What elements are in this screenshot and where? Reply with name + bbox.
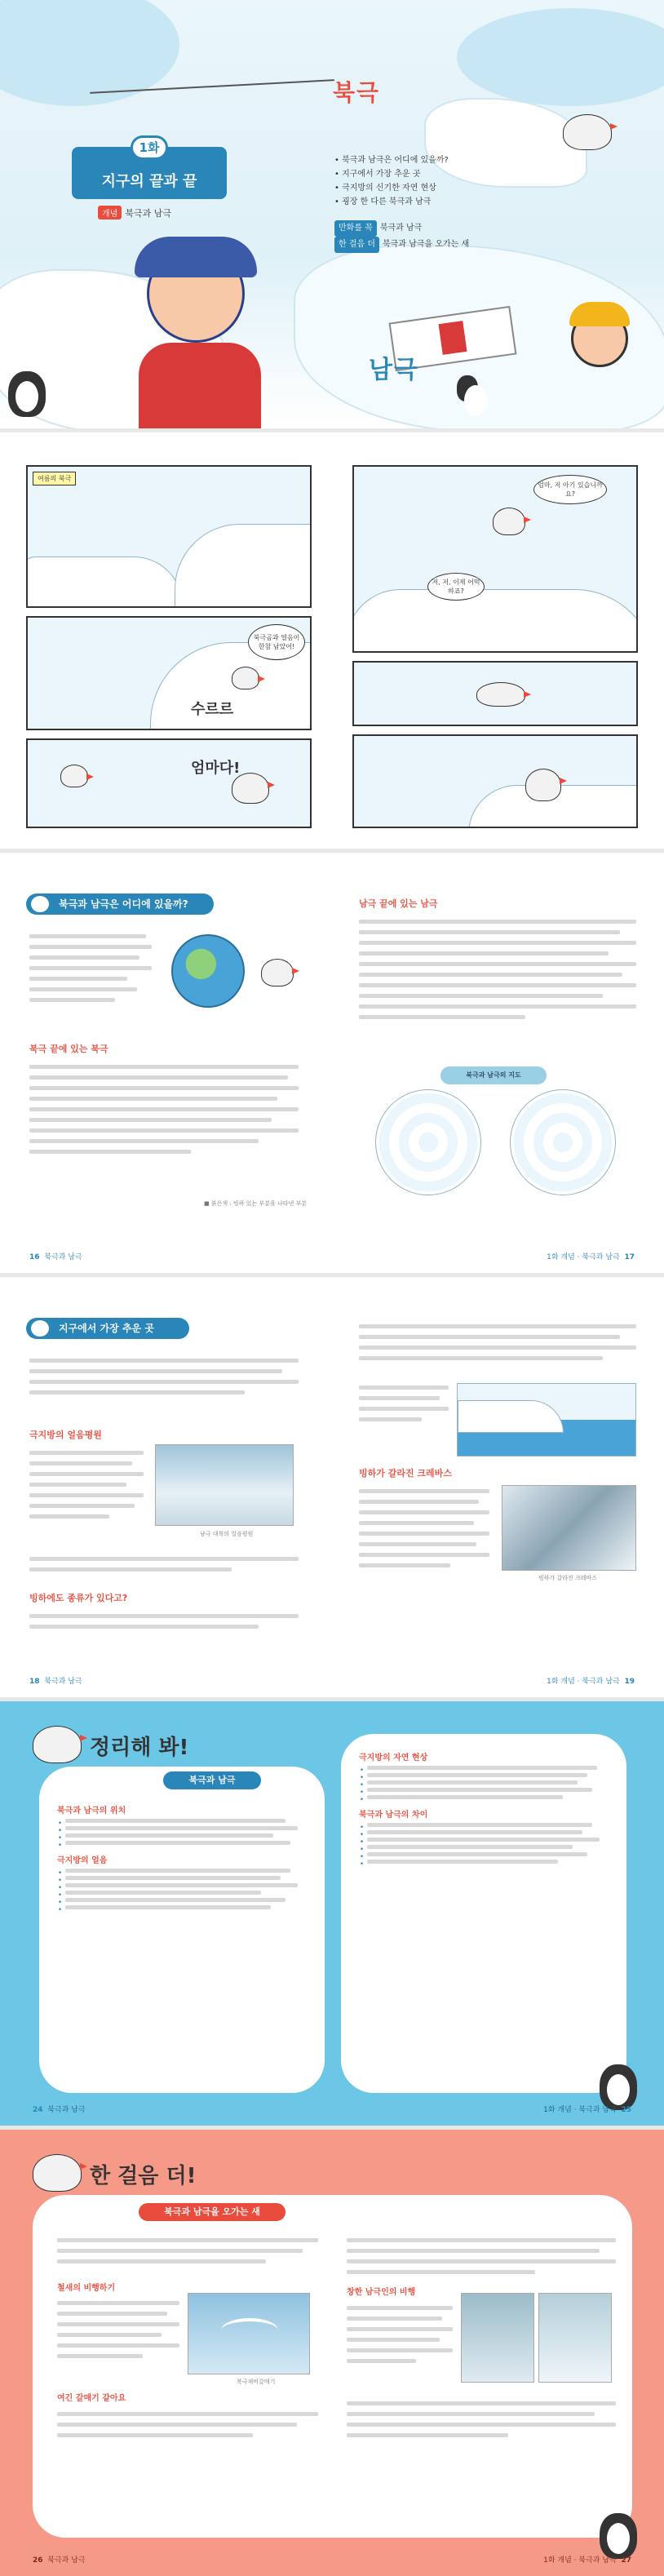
subheading: 빙하가 갈라진 크레바스 bbox=[359, 1468, 452, 1479]
bird-icon bbox=[525, 769, 561, 801]
page-footer: 1화 개념 · 북극과 남극 19 bbox=[547, 1678, 635, 1686]
glacier-shape bbox=[458, 1400, 564, 1433]
ice-floe bbox=[424, 98, 587, 188]
figure-caption: 빙하가 갈라진 크레바스 bbox=[538, 1575, 598, 1581]
cover-refs bbox=[334, 220, 469, 253]
ref-row: 한 걸음 더 북극과 남극을 오가는 새 bbox=[334, 237, 469, 253]
body-text bbox=[359, 1379, 449, 1444]
summary-list bbox=[359, 1766, 612, 1799]
summary-list bbox=[57, 1819, 310, 1845]
panel-caption: 여름의 북극 bbox=[33, 472, 76, 485]
bird-icon bbox=[261, 959, 294, 987]
figure-caption: ■ 붉은색 : 빙하 있는 부분을 나타낸 부분 bbox=[204, 1200, 307, 1207]
body-text bbox=[29, 1444, 144, 1550]
page-footer: 1화 개념 · 북극과 남극 17 bbox=[547, 1253, 635, 1261]
list-item: • 지구에서 가장 추운 곳 bbox=[334, 170, 421, 179]
body-text bbox=[57, 2294, 179, 2384]
body-text bbox=[347, 2232, 616, 2281]
more-spread bbox=[0, 2130, 664, 2576]
ref-row: 만화를 꼭 북극과 남극 bbox=[334, 220, 469, 237]
bird-icon bbox=[493, 508, 525, 535]
summary-list bbox=[57, 1869, 310, 1909]
subheading: 철새의 비행하기 bbox=[57, 2284, 116, 2293]
body-text bbox=[57, 2232, 318, 2277]
page-footer: 26 북극과 남극 bbox=[33, 2556, 86, 2565]
body-text bbox=[359, 1318, 636, 1375]
section-heading: 지구에서 가장 추운 곳 bbox=[26, 1318, 189, 1339]
comic-panel bbox=[26, 738, 312, 828]
summary-pill: 북극과 남극 bbox=[163, 1771, 261, 1789]
sound-effect: 엄마다! bbox=[191, 760, 241, 777]
body-text bbox=[57, 2405, 318, 2454]
south-pole-label: 남극 bbox=[369, 356, 419, 384]
speech-bubble: 엄마, 저 아기 있습니까요? bbox=[533, 475, 607, 504]
tern-photo bbox=[188, 2293, 310, 2374]
page-footer: 1화 개념 · 북극과 남극 25 bbox=[543, 2106, 631, 2114]
comic-panel bbox=[352, 661, 638, 726]
text-spread-16-17 bbox=[0, 853, 664, 1273]
summary-left-content bbox=[57, 1795, 310, 1913]
summary-heading: 극지방의 자연 현상 bbox=[359, 1754, 428, 1762]
bird-icon bbox=[33, 1726, 82, 1763]
body-text bbox=[29, 1058, 299, 1189]
bird-icon bbox=[476, 682, 525, 707]
sound-effect: 수르르 bbox=[191, 701, 234, 718]
comic-panel bbox=[26, 465, 312, 608]
penguin-icon bbox=[457, 375, 478, 401]
more-pill: 북극과 남극을 오가는 새 bbox=[139, 2203, 286, 2221]
subheading: 극지방의 얼음평원 bbox=[29, 1430, 102, 1440]
bird-photo bbox=[538, 2293, 612, 2383]
north-pole-label: 북극 bbox=[333, 79, 381, 106]
section-heading: 북극과 남극은 어디에 있을까? bbox=[26, 893, 214, 915]
penguin-icon bbox=[600, 2513, 637, 2559]
map-caption: 북극과 남극의 지도 bbox=[440, 1066, 547, 1084]
cover-bullet-list bbox=[334, 153, 449, 209]
south-pole-map bbox=[510, 1089, 616, 1195]
text-spread-18-19 bbox=[0, 1277, 664, 1697]
list-item: • 북극과 남극은 어디에 있을까? bbox=[334, 156, 449, 165]
subheading: 빙하에도 종류가 있다고? bbox=[29, 1593, 128, 1603]
cover-keyword bbox=[98, 206, 171, 219]
station-building-red bbox=[439, 321, 467, 355]
subheading: 여긴 갈매기 같아요 bbox=[57, 2394, 126, 2403]
bird-photo bbox=[461, 2293, 534, 2383]
cover-title: 지구의 끝과 끝 bbox=[101, 173, 197, 190]
body-text bbox=[29, 1352, 299, 1417]
body-text bbox=[359, 913, 636, 1052]
bird-icon bbox=[232, 667, 259, 689]
speech-bubble: 저, 저, 이제 어떡하죠? bbox=[427, 573, 485, 601]
bird-icon bbox=[563, 114, 612, 150]
comic-spread bbox=[0, 432, 664, 849]
bird-wing-shape bbox=[221, 2318, 278, 2343]
page-footer: 1화 개념 · 북극과 남극 27 bbox=[543, 2556, 631, 2565]
bird-icon bbox=[33, 2154, 82, 2192]
helmet-shape bbox=[569, 302, 630, 326]
comic-panel bbox=[352, 734, 638, 828]
summary-list bbox=[359, 1823, 612, 1864]
page-footer: 18 북극과 남극 bbox=[29, 1678, 82, 1686]
snow-hill bbox=[352, 589, 638, 653]
cover-spread bbox=[0, 0, 664, 428]
body-text bbox=[347, 2299, 453, 2389]
subheading: 창한 남극인의 비행 bbox=[347, 2288, 416, 2297]
episode-badge: 1화 bbox=[131, 135, 168, 160]
figure-caption: 남극 대륙의 얼음평원 bbox=[200, 1531, 254, 1537]
speech-bubble: 북극곰과 얼음이 한참 남았어! bbox=[248, 624, 305, 660]
glacier-diagram bbox=[457, 1383, 636, 1456]
jacket-shape bbox=[139, 343, 261, 428]
ice-plain-photo bbox=[155, 1444, 294, 1526]
list-item: • 굉장 한 다른 북극과 남극 bbox=[334, 197, 432, 206]
keyword-tag: 개념 bbox=[98, 206, 122, 219]
subheading: 남극 끝에 있는 남극 bbox=[359, 898, 438, 909]
bird-icon bbox=[60, 765, 88, 787]
summary-title: 정리해 봐! bbox=[90, 1736, 189, 1760]
subheading: 북극 끝에 있는 북극 bbox=[29, 1044, 108, 1054]
comic-panel bbox=[352, 465, 638, 653]
summary-heading: 극지방의 얼음 bbox=[57, 1856, 108, 1865]
body-text bbox=[347, 2395, 616, 2452]
snow-hill bbox=[175, 524, 312, 608]
list-item: • 극지방의 신기한 자연 현상 bbox=[334, 184, 436, 193]
comic-panel bbox=[26, 616, 312, 730]
summary-spread bbox=[0, 1701, 664, 2126]
penguin-icon bbox=[8, 371, 46, 417]
summary-heading: 북극과 남극의 차이 bbox=[359, 1811, 428, 1820]
north-pole-map bbox=[375, 1089, 481, 1195]
globe-illustration bbox=[171, 934, 245, 1008]
hat-shape bbox=[135, 237, 257, 277]
body-text bbox=[359, 1483, 489, 1597]
more-title: 한 걸음 더! bbox=[90, 2164, 197, 2188]
summary-right-content bbox=[359, 1742, 612, 1867]
body-text bbox=[29, 1550, 299, 1583]
summary-heading: 북극과 남극의 위치 bbox=[57, 1807, 126, 1816]
body-text bbox=[29, 928, 152, 1018]
keyword-text: 북극과 남극 bbox=[125, 208, 171, 219]
figure-caption: 북극제비갈매기 bbox=[237, 2379, 276, 2385]
cloud-shape bbox=[457, 8, 664, 106]
page-footer: 16 북극과 남극 bbox=[29, 1253, 82, 1261]
crevasse-photo bbox=[502, 1485, 636, 1571]
snow-hill bbox=[26, 556, 183, 608]
page-footer: 24 북극과 남극 bbox=[33, 2106, 86, 2114]
body-text bbox=[29, 1607, 299, 1640]
